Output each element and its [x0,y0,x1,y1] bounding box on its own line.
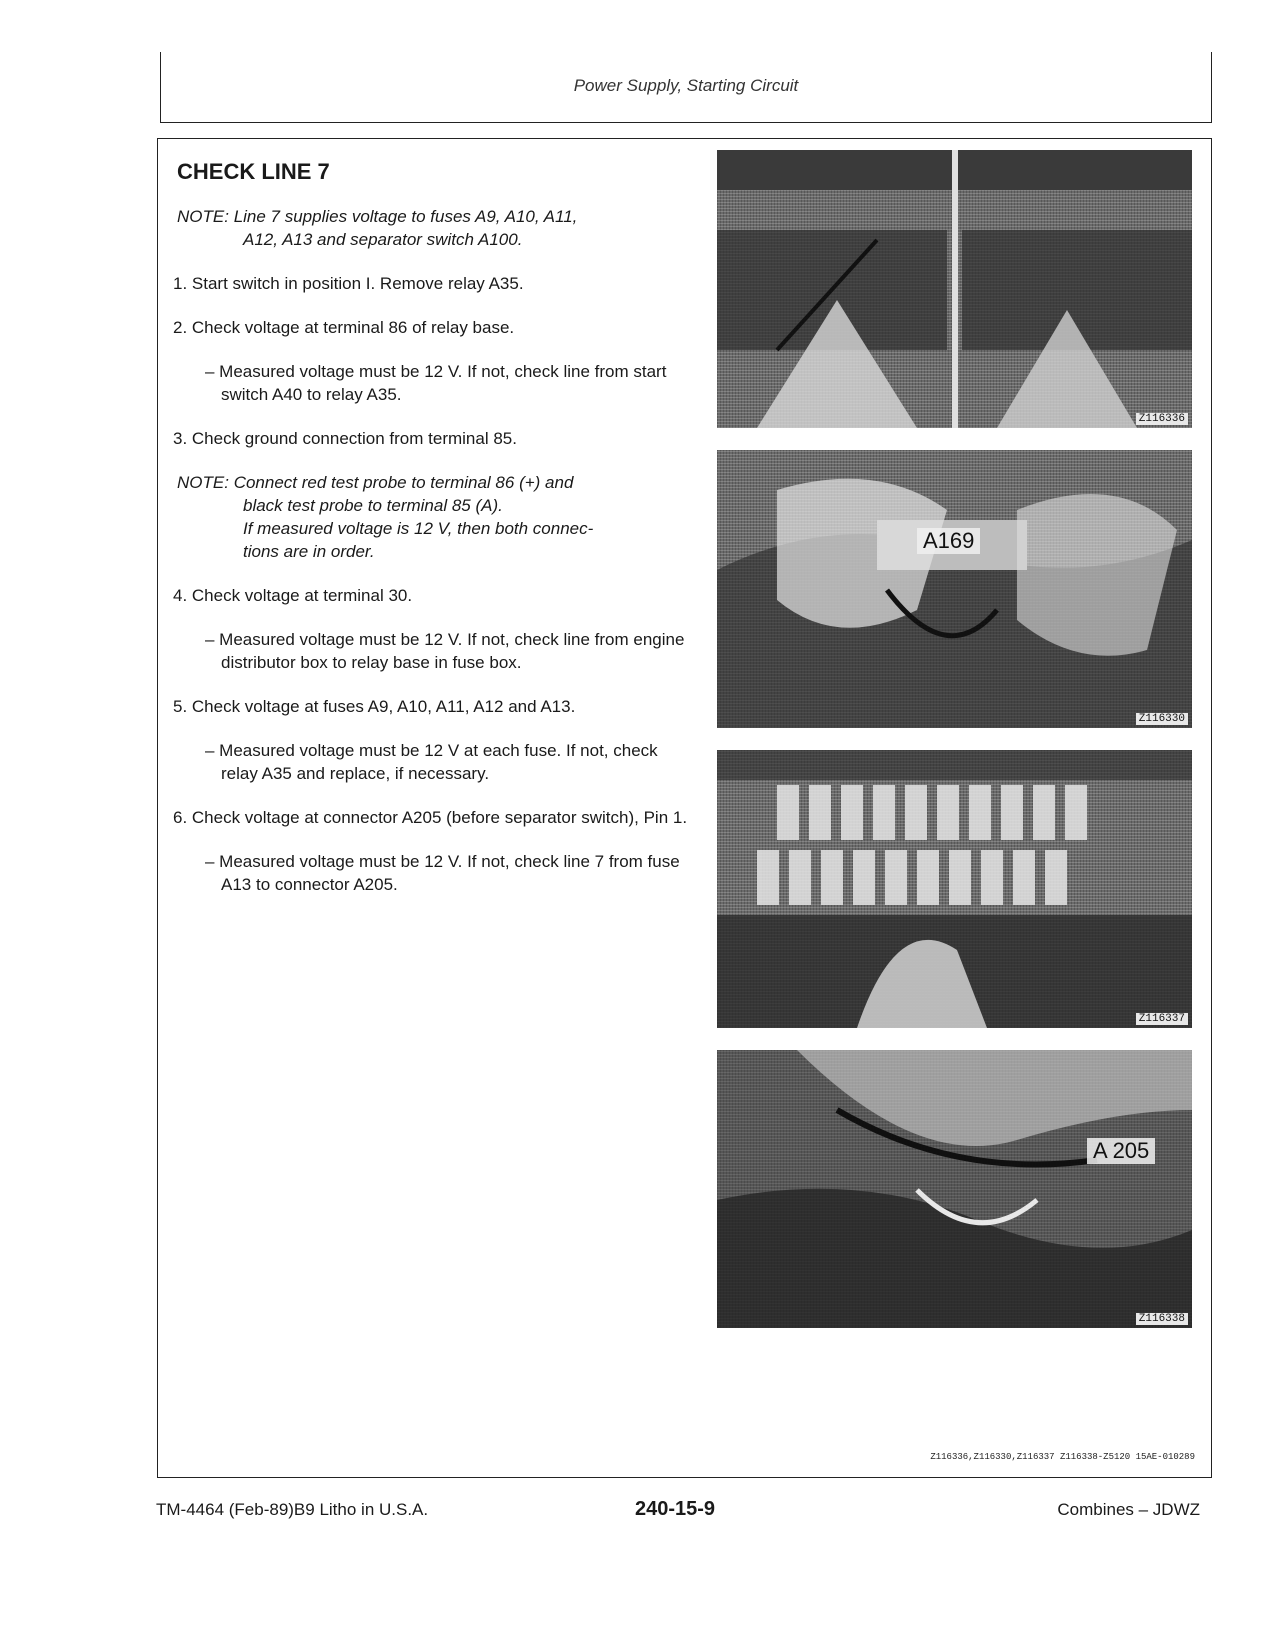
photo-id-label: Z116330 [1136,713,1188,725]
connector-photo-icon [717,450,1192,728]
photo-column [717,150,1192,1350]
instructions-column [173,160,693,917]
note-text: A12, A13 and separator switch A100. [243,230,523,249]
step-2: 2. Check voltage at terminal 86 of relay base. [173,318,515,337]
step-3: 3. Check ground connection from terminal 85. [173,429,517,448]
photo-callout: A169 [917,528,980,554]
page-header [160,52,1212,123]
photo-connector-a205 [717,1050,1192,1328]
connector-a205-photo-icon [717,1050,1192,1328]
page-number: 240-15-9 [635,1498,716,1520]
step-5: 5. Check voltage at fuses A9, A10, A11, A12 and A13. [173,697,576,716]
note-text: tions are in order. [243,542,375,561]
photo-id-label: Z116336 [1136,413,1188,425]
note-label: NOTE: [177,473,229,492]
note-text: Connect red test probe to terminal 86 (+) and [233,473,574,492]
photo-connector-a169 [717,450,1192,728]
step-4-check: – Measured voltage must be 12 V. If not, check line from engine distributor box to relay base in fuse box. [205,630,685,672]
figure-credits: Z116336,Z116330,Z116337 Z116338-Z5120 15AE-010289 [930,1452,1195,1462]
relay-base-photo-icon [717,150,1192,428]
step-2-check: – Measured voltage must be 12 V. If not, check line from start switch A40 to relay A35. [205,362,667,404]
step-6-check: – Measured voltage must be 12 V. If not, check line 7 from fuse A13 to connector A205. [205,852,680,894]
note-text: black test probe to terminal 85 (A). [243,496,503,515]
photo-fuse-box [717,750,1192,1028]
photo-relay-base [717,150,1192,428]
photo-callout: A 205 [1087,1138,1155,1164]
header-title: Power Supply, Starting Circuit [573,76,799,95]
step-1: 1. Start switch in position I. Remove relay A35. [173,274,524,293]
step-4: 4. Check voltage at terminal 30. [173,586,413,605]
step-5-check: – Measured voltage must be 12 V at each fuse. If not, check relay A35 and replace, if necessary. [205,741,658,783]
footer-product: Combines – JDWZ [1057,1500,1200,1519]
photo-id-label: Z116337 [1136,1013,1188,1025]
note-text: Line 7 supplies voltage to fuses A9, A10, A11, [233,207,578,226]
note-text: If measured voltage is 12 V, then both connec- [243,519,594,538]
fuse-box-photo-icon [717,750,1192,1028]
step-6: 6. Check voltage at connector A205 (before separator switch), Pin 1. [173,808,688,827]
note-label: NOTE: [177,207,229,226]
section-heading: CHECK LINE 7 [177,159,330,184]
note-1 [177,205,693,251]
footer-publication: TM-4464 (Feb-89)B9 Litho in U.S.A. [156,1500,429,1519]
note-2 [177,471,693,563]
photo-id-label: Z116338 [1136,1313,1188,1325]
